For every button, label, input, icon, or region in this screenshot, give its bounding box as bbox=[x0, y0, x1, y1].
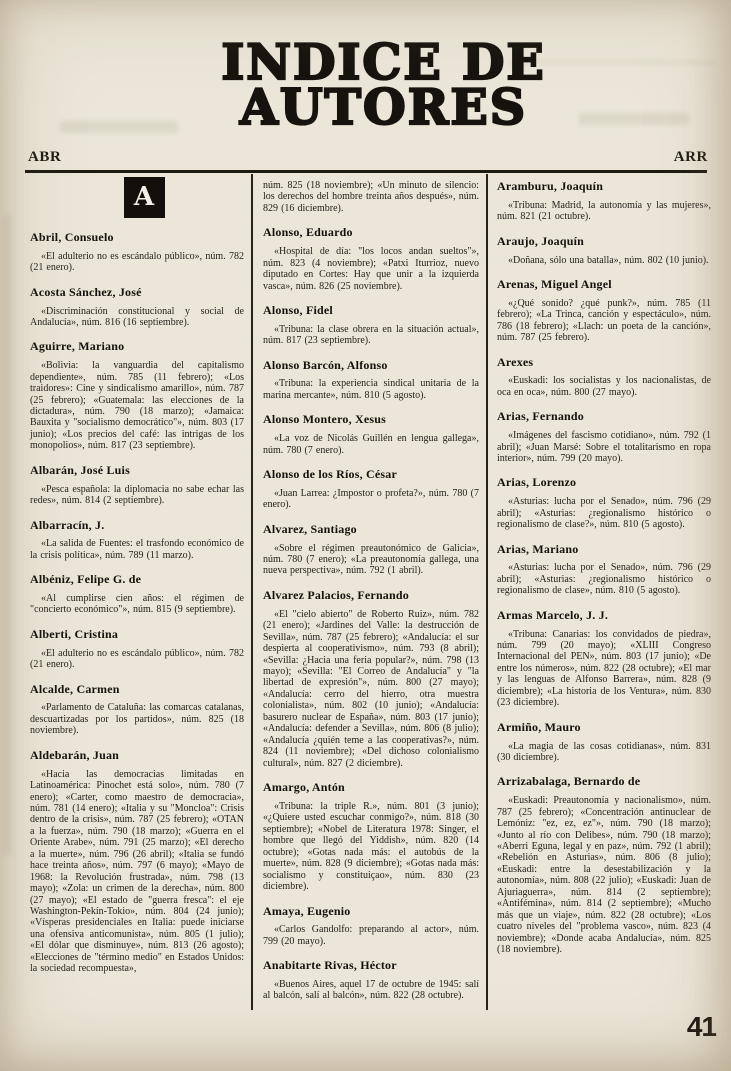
author-entry bbox=[263, 359, 479, 402]
page-number: 41 bbox=[686, 1011, 716, 1042]
author-name: Alberti, Cristina bbox=[30, 626, 119, 641]
entry-text: «Parlamento de Cataluña: las comarcas catalanas, descuartizadas por los partidos», núm. 825 (18 noviembre). bbox=[30, 702, 244, 737]
author-name: Anabitarte Rivas, Héctor bbox=[263, 958, 397, 973]
author-name: Amargo, Antón bbox=[263, 780, 345, 795]
author-entry bbox=[30, 628, 244, 671]
author-entry bbox=[30, 573, 244, 616]
author-name: Armas Marcelo, J. J. bbox=[497, 607, 609, 622]
index-column-1 bbox=[30, 176, 244, 975]
author-entry bbox=[263, 413, 479, 456]
author-entry bbox=[30, 519, 244, 562]
author-entry bbox=[263, 304, 479, 347]
author-name: Arenas, Miguel Angel bbox=[497, 276, 612, 291]
page-title-line-2: AUTORES bbox=[239, 78, 528, 137]
entry-text: «La magia de las cosas cotidianas», núm. 831 (30 diciembre). bbox=[497, 740, 711, 763]
entry-text: «Pesca española: la diplomacia no sabe echar las redes», núm. 814 (2 septiembre). bbox=[30, 483, 244, 507]
author-name: Albarán, José Luis bbox=[30, 462, 130, 477]
author-entry bbox=[30, 683, 244, 737]
author-name: Abril, Consuelo bbox=[30, 230, 114, 244]
page-title-line-1: INDICE DE bbox=[221, 33, 546, 91]
author-name: Alvarez, Santiago bbox=[263, 521, 357, 536]
author-name: Alonso de los Ríos, César bbox=[263, 467, 398, 482]
entry-text: «Discriminación constitucional y social de Andalucía», núm. 816 (16 septiembre). bbox=[30, 305, 244, 328]
author-entry bbox=[30, 340, 244, 451]
column-divider-1 bbox=[251, 174, 253, 1010]
author-entry bbox=[30, 286, 244, 329]
author-entry bbox=[263, 959, 479, 1002]
page-title bbox=[0, 33, 731, 137]
author-entry bbox=[263, 781, 479, 892]
section-letter-box bbox=[125, 178, 164, 217]
author-entry bbox=[263, 180, 479, 214]
entry-text: «La salida de Fuentes: el trasfondo económico de la crisis política», núm. 789 (11 marzo). bbox=[30, 538, 244, 561]
author-name: Alonso Montero, Xesus bbox=[263, 412, 386, 427]
author-entry bbox=[497, 180, 711, 223]
column-divider-2 bbox=[486, 174, 488, 1010]
entry-text: «Sobre el régimen preautonómico de Galicia», núm. 780 (7 enero); «La preautonomía gallega, una nueva perspectiva», núm. 792 (1 abril). bbox=[263, 542, 479, 577]
entry-text: «Tribuna: la experiencia sindical unitaria de la marina mercante», núm. 810 (5 agosto). bbox=[263, 378, 479, 401]
author-name: Armiño, Mauro bbox=[497, 719, 581, 734]
guide-word-right: ARR bbox=[673, 149, 708, 165]
section-letter: A bbox=[133, 181, 155, 212]
entry-text: «La voz de Nicolás Guillén en lengua gallega», núm. 780 (7 enero). bbox=[263, 433, 479, 456]
author-name: Aldebarán, Juan bbox=[30, 747, 120, 762]
guide-word-left: ABR bbox=[28, 149, 62, 165]
entry-text: «Hacia las democracias limitadas en Latinoamérica: Pinochet está solo», núm. 780 (7 enero); «Carter, como maestro de democracia», núm. 781 (14 enero); «Italia y su "Moncloa": Crisis dentro de la crisis», núm. 787 (25 febrero); «OTAN a la fuerza», núm. 790 (18 marzo); «Guerra en el Oriente Arabe», núm. 791 (25 marzo); «El derecho a la muerte», núm. 796 (26 abril); «Italia se fundó hace treinta años», núm. 797 (6 mayo); «Mayo de 1968: la Revolución frustrada», núm. 798 (13 mayo); «Zola: un crimen de la derecha», núm. 800 (27 mayo); «El estado de "guerra fresca": el eje Washington-Pekín-Tokio», núm. 804 (24 junio); «Vísperas presidenciales en Italia: puede iniciarse una ofensiva anticomunista», núm. 805 (1 julio); «El dólar que disminuye», núm. 813 (26 agosto); «Elecciones de "término medio" en Estados Unidos: la sociedad recompuesta», bbox=[30, 768, 244, 975]
author-name: Arexes bbox=[497, 354, 534, 369]
author-entry bbox=[30, 231, 244, 274]
entry-text: «Asturias: lucha por el Senado», núm. 796 (29 abril); «Asturias: ¿regionalismo histórico o regionalismo de clase?», núm. 810 (5 agosto). bbox=[497, 496, 711, 531]
index-column-2 bbox=[263, 176, 479, 1002]
author-entry bbox=[497, 775, 711, 955]
entry-text: «Asturias: lucha por el Senado», núm. 796 (29 abril); «Asturias: ¿regionalismo histórico o regionalismo de clase», núm. 810 (5 agosto). bbox=[497, 562, 711, 597]
author-entry bbox=[263, 905, 479, 948]
author-entry bbox=[497, 543, 711, 597]
author-name: Acosta Sánchez, José bbox=[30, 284, 142, 299]
index-column-3 bbox=[497, 176, 711, 956]
author-name: Aguirre, Mariano bbox=[30, 339, 125, 354]
entry-text: «El adulterio no es escándalo público», núm. 782 (21 enero). bbox=[30, 250, 244, 274]
author-entry bbox=[263, 523, 479, 577]
entry-text: «Tribuna: la clase obrera en la situación actual», núm. 817 (23 septiembre). bbox=[263, 323, 479, 347]
entry-text: «El adulterio no es escándalo público», núm. 782 (21 enero). bbox=[30, 647, 244, 671]
author-name: Alvarez Palacios, Fernando bbox=[263, 587, 409, 602]
header-rule bbox=[25, 170, 707, 173]
author-entry bbox=[497, 356, 711, 399]
entry-text: «Buenos Aires, aquel 17 de octubre de 1945: salí al balcón, salí al balcón», núm. 822 (28 octubre). bbox=[263, 979, 479, 1002]
bleed-through-edge bbox=[2, 215, 12, 855]
author-entry bbox=[30, 749, 244, 975]
author-entry bbox=[497, 235, 711, 266]
author-entry bbox=[263, 468, 479, 511]
author-name: Arias, Lorenzo bbox=[497, 475, 577, 490]
author-name: Alonso Barcón, Alfonso bbox=[263, 357, 388, 372]
author-entry bbox=[497, 721, 711, 764]
author-name: Albarracín, J. bbox=[30, 517, 105, 532]
entry-text: «El "cielo abierto" de Roberto Ruiz», núm. 782 (21 enero); «Jardines del Valle: la destrucción de Sevilla», núm. 787 (25 febrero); «Andalucía: el sur despierta al cooperativismo», núm. 793 (8 abril); «Sevilla: ¿Hacia una feria popular?», núm. 798 (13 mayo); «Sevilla: "El Correo de Andalucía" y "la libertad de expresión"», núm. 800 (27 mayo); «Andalucía: cerro del hierro, otra muestra colonialista», núm. 802 (10 junio); «Andalucía: basurero nuclear de España», núm. 803 (17 junio); «Andalucía: defender a Sevilla», núm. 806 (8 julio); «Andalucía ¿quién teme a las cooperativas?», núm. 824 (11 noviembre); «Del dichoso colonialismo cultural», núm. 827 (2 diciembre). bbox=[263, 608, 479, 769]
entry-text: «Hospital de día: "los locos andan sueltos"», núm. 823 (4 noviembre); «Patxi Iturrioz, nuevo diputado en Cortes: Hay que unir a la izquierda vasca», núm. 826 (25 noviembre). bbox=[263, 246, 479, 292]
entry-text: núm. 825 (18 noviembre); «Un minuto de silencio: los derechos del hombre treinta años después», núm. 829 (16 diciembre). bbox=[263, 180, 479, 214]
entry-text: «Juan Larrea: ¿Impostor o profeta?», núm. 780 (7 enero). bbox=[263, 487, 479, 511]
author-entry bbox=[497, 410, 711, 464]
entry-text: «Tribuna: Madrid, la autonomía y las mujeres», núm. 821 (21 octubre). bbox=[497, 199, 711, 223]
author-entry bbox=[497, 609, 711, 709]
author-entry bbox=[497, 476, 711, 530]
entry-text: «Bolivia: la vanguardia del capitalismo dependiente», núm. 785 (11 febrero); «Los traidores»: Cine y sindicalismo amarillo», núm. 787 (25 febrero); «Guatemala: las elecciones de la dictadura», núm. 790 (18 marzo); «Jamaica: Bauxita y "socialismo democrático"», núm. 803 (17 junio); «Los precios del café: las intrigas de los monopolios», núm. 817 (23 septiembre). bbox=[30, 360, 244, 452]
author-name: Arias, Mariano bbox=[497, 541, 579, 556]
author-name: Alonso, Fidel bbox=[263, 302, 333, 317]
author-name: Alcalde, Carmen bbox=[30, 681, 120, 696]
entry-text: «Tribuna: Canarias: los convidados de piedra», núm. 799 (20 mayo); «XLIII Congreso Internacional del PEN», núm. 803 (17 junio); «De entre los números», núm. 822 (28 octubre); «El mar y las lenguas de Alfonso Barrera», núm. 828 (9 diciembre); «La historia de los Ventura», núm. 830 (23 diciembre). bbox=[497, 628, 711, 709]
author-name: Arias, Fernando bbox=[497, 409, 584, 424]
author-name: Aramburu, Joaquín bbox=[497, 179, 604, 193]
author-name: Amaya, Eugenio bbox=[263, 903, 351, 918]
entry-text: «Doñana, sólo una batalla», núm. 802 (10 junio). bbox=[508, 254, 709, 266]
entry-text: «Tribuna: la triple R.», núm. 801 (3 junio); «¿Quiere usted escuchar conmigo?», núm. 818 (30 septiembre); «Nobel de Literatura 1978: Singer, el hombre que llegó del Yiddish», núm. 820 (14 octubre); «Gotas nada más: el autobús de la muerte», núm. 828 (9 diciembre); «Gotas nada más: socialismo y constituiçao», núm. 830 (23 diciembre). bbox=[263, 800, 479, 893]
author-entry bbox=[30, 464, 244, 507]
entry-text: «Al cumplirse cien años: el régimen de "concierto económico"», núm. 815 (9 septiembre). bbox=[30, 593, 244, 616]
author-entry bbox=[263, 589, 479, 769]
author-name: Araujo, Joaquín bbox=[497, 233, 585, 248]
author-name: Alonso, Eduardo bbox=[263, 225, 353, 240]
author-name: Arrizabalaga, Bernardo de bbox=[497, 774, 641, 789]
author-entry bbox=[263, 226, 479, 292]
entry-text: «Imágenes del fascismo cotidiano», núm. 792 (1 abril); «Juan Marsé: Sobre el totalitarismo en ropa interior», núm. 799 (20 mayo). bbox=[497, 430, 711, 464]
author-entry bbox=[497, 278, 711, 344]
author-name: Albéniz, Felipe G. de bbox=[30, 572, 142, 587]
entry-text: «Euskadi: los socialistas y los nacionalistas, de oca en oca», núm. 800 (27 mayo). bbox=[497, 375, 711, 398]
entry-text: «Carlos Gandolfo: preparando al actor», núm. 799 (20 mayo). bbox=[263, 924, 479, 947]
entry-text: «Euskadi: Preautonomía y nacionalismo», núm. 787 (25 febrero); «Concentración antinuclear de Lemóniz: "ez, ez, ez"», núm. 790 (18 marzo); «Junto al río con Delibes», núm. 790 (18 marzo); «Aberri Eguna, legal y en paz», núm. 792 (1 abril); «Rebelión en Asturias», núm. 806 (8 julio); «Euskadi: entre la desestabilización y la autonomía», núm. 808 (22 julio); «Euskadi: Juan de Ajuriaguerra», núm. 814 (2 septiembre); «Antifémina», núm. 814 (2 septiembre); «Mucho más que un viaje», núm. 822 (28 octubre); «Los cuatro niveles del "problema vasco», núm. 823 (4 noviembre); «Donde acaba Andalucía», núm. 825 (18 noviembre). bbox=[497, 795, 711, 956]
entry-text: «¿Qué sonido? ¿qué punk?», núm. 785 (11 febrero); «La Trinca, canción y espectáculo», núm. 786 (18 febrero); «Llach: un poeta de la canción», núm. 787 (25 febrero). bbox=[497, 297, 711, 344]
